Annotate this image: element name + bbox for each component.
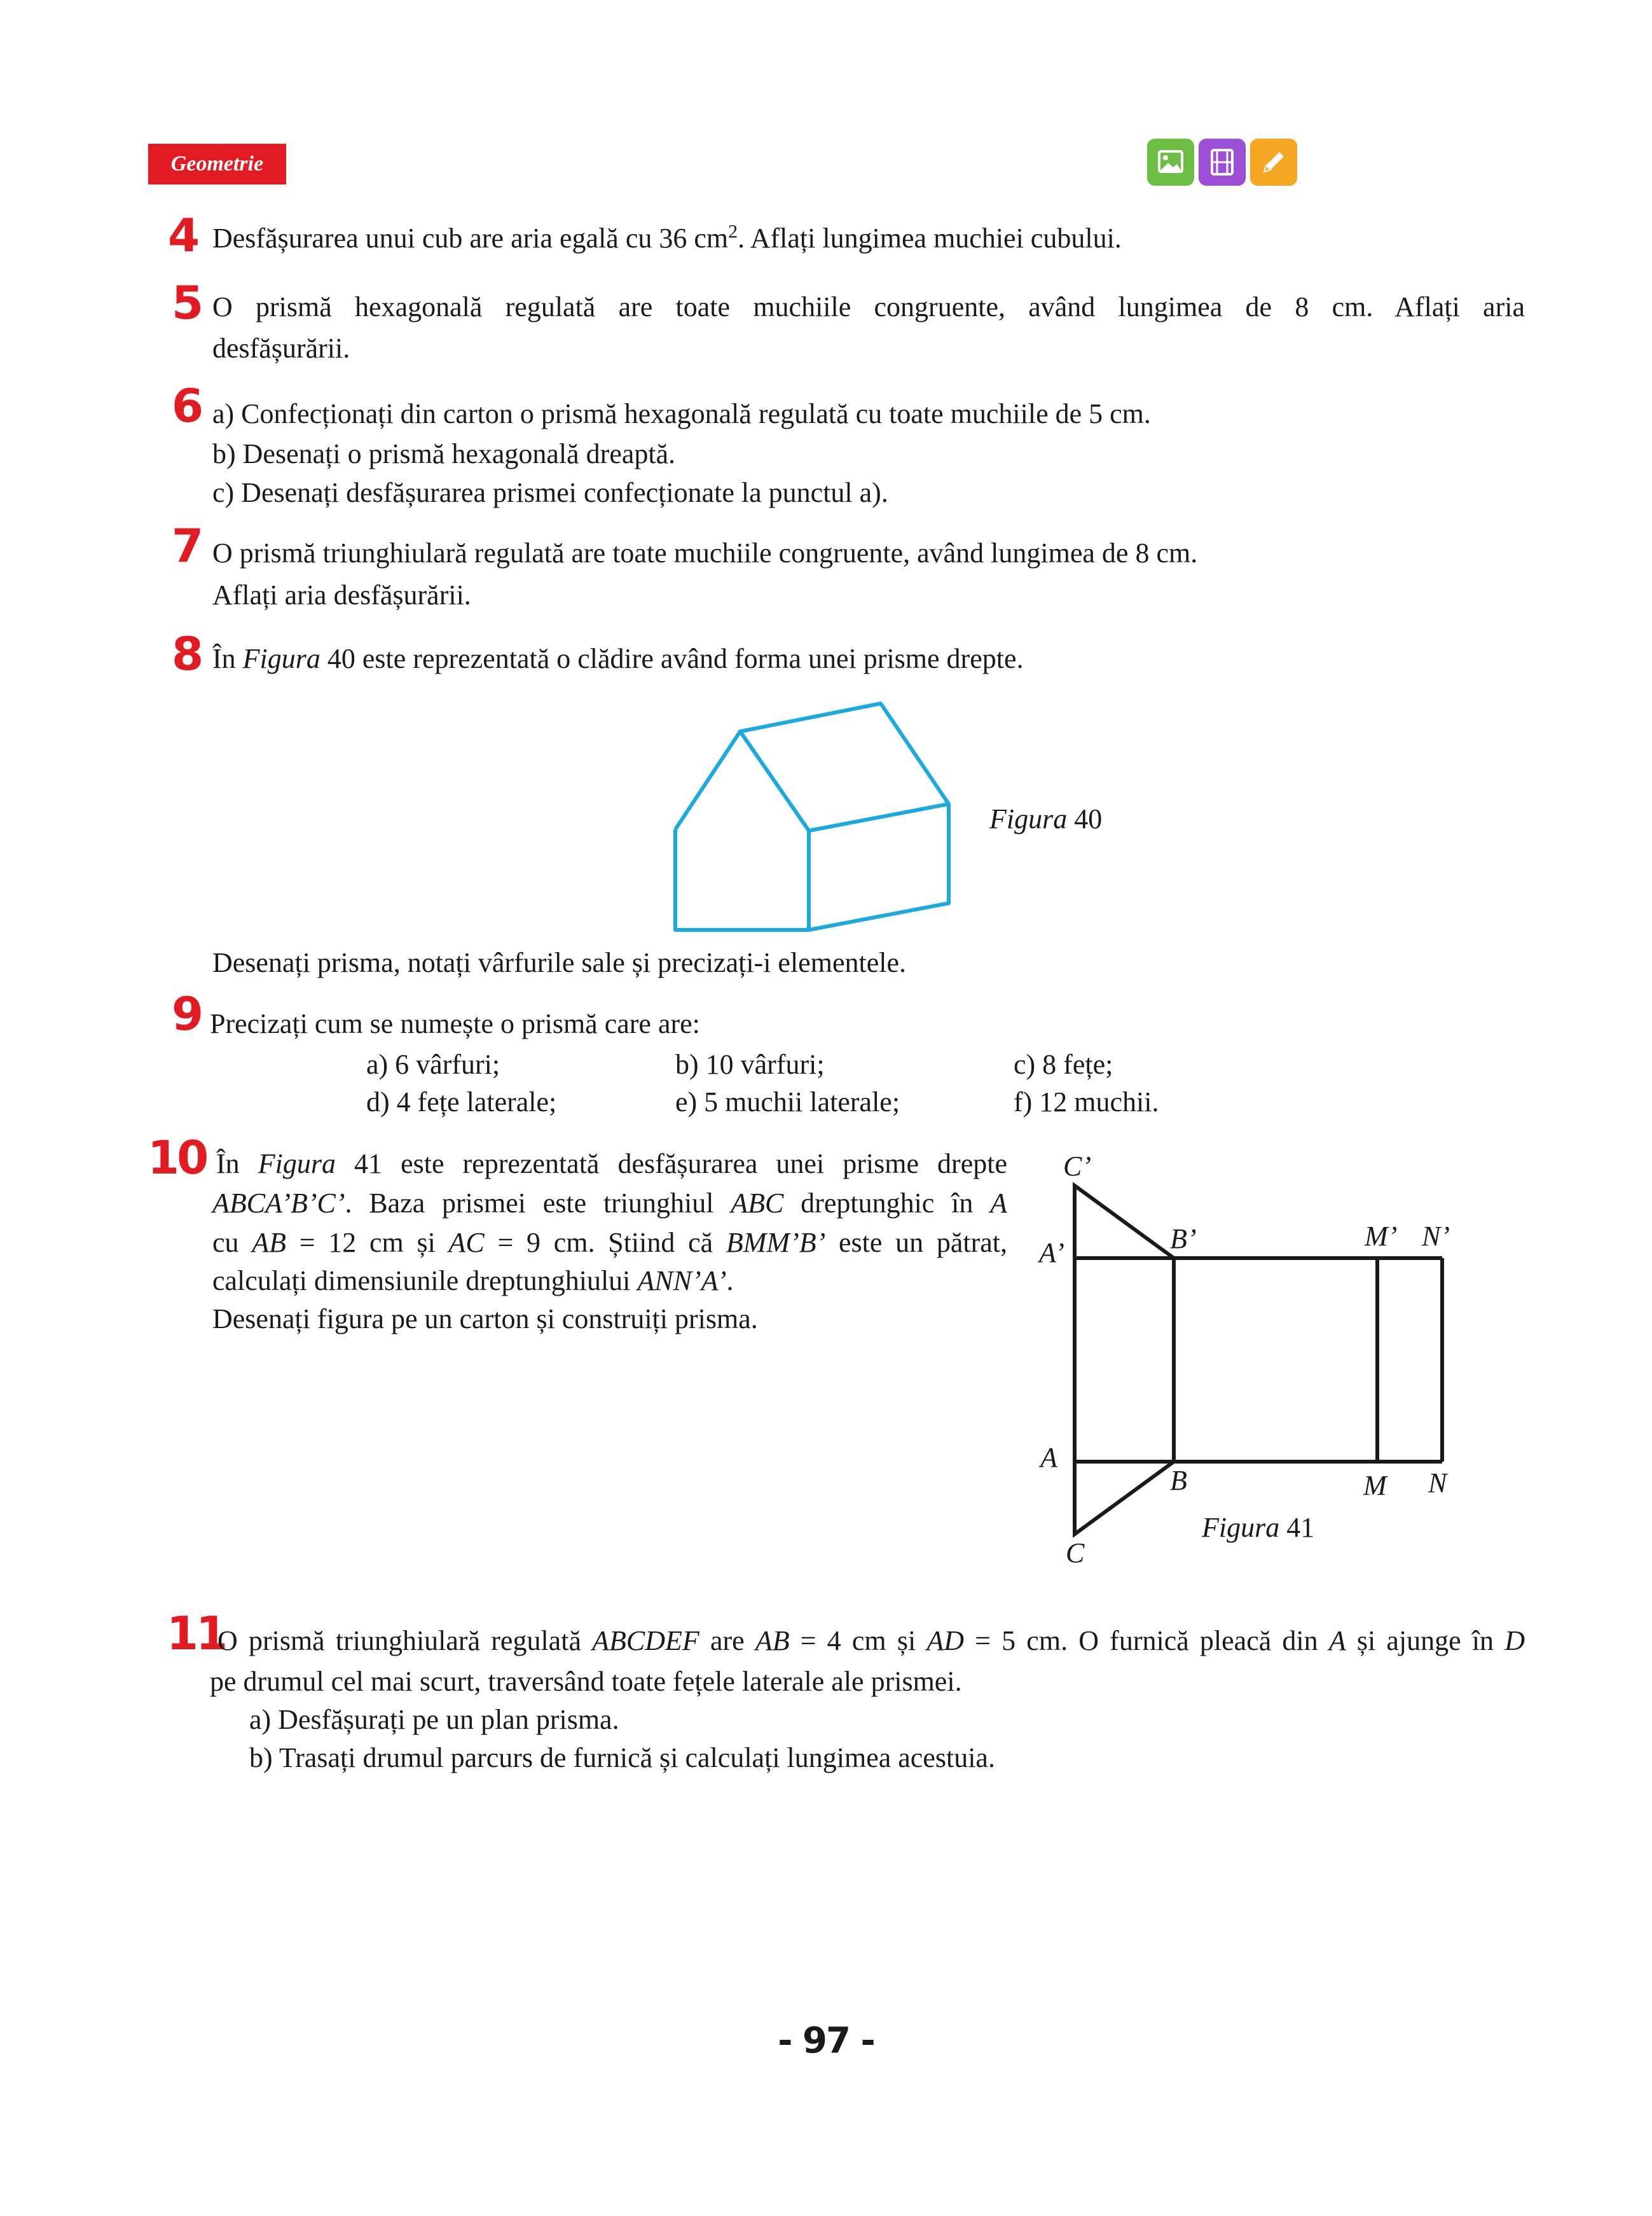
p10-l1-figure-word: Figura bbox=[258, 1148, 336, 1179]
p11-l1-b: are bbox=[699, 1625, 755, 1656]
p11-l1-d: și ajunge în bbox=[1346, 1625, 1505, 1656]
problem-8-text-a: În bbox=[212, 643, 243, 674]
problem-9-option-f: f) 12 muchii. bbox=[1014, 1086, 1159, 1118]
image-icon[interactable] bbox=[1147, 139, 1194, 186]
problem-5-line-1: O prismă hexagonală regulată are toate muchiile congruente, având lungimea de 8 cm. Aflați aria bbox=[212, 291, 1525, 322]
problem-10-line-1 bbox=[216, 1145, 1007, 1183]
label-m-prime: M’ bbox=[1365, 1221, 1398, 1252]
problem-10-line-5: Desenați figura pe un carton și construiți prisma. bbox=[212, 1303, 758, 1334]
problem-11-line-b: b) Trasați drumul parcurs de furnică și calculați lungimea acestuia. bbox=[249, 1742, 995, 1773]
p11-l1-c: . O furnică pleacă din bbox=[1061, 1625, 1329, 1656]
pencil-icon[interactable] bbox=[1250, 139, 1297, 186]
figure-41-caption bbox=[1202, 1509, 1314, 1547]
problem-5-line-2: desfășurării. bbox=[212, 333, 350, 364]
p10-l3-c: este un pătrat, bbox=[825, 1227, 1007, 1258]
p10-prism-name: ABCA’B’C’ bbox=[212, 1188, 345, 1219]
problem-8-number: 8 bbox=[172, 627, 202, 681]
film-icon-glyph bbox=[1199, 139, 1246, 186]
problem-7-line-2: Aflați aria desfășurării. bbox=[212, 579, 471, 611]
p10-rectangle-name: ANN’A’ bbox=[637, 1265, 727, 1296]
problem-9-option-a: a) 6 vârfuri; bbox=[366, 1049, 500, 1080]
problem-4-text-b: . Aflați lungimea muchiei cubului. bbox=[738, 223, 1122, 254]
p11-point-a: A bbox=[1328, 1625, 1346, 1656]
label-c-prime: C’ bbox=[1063, 1151, 1091, 1182]
p10-ac: AC bbox=[448, 1227, 485, 1258]
p11-ad: AD bbox=[926, 1625, 964, 1656]
problem-11-line-a: a) Desfășurați pe un plan prisma. bbox=[249, 1704, 619, 1735]
p10-l4-b: . bbox=[726, 1265, 734, 1296]
p10-square-name: BMM’B’ bbox=[726, 1227, 826, 1258]
p10-vertex-a: A bbox=[990, 1188, 1007, 1219]
figure-40-caption-number: 40 bbox=[1067, 803, 1103, 834]
label-n-prime: N’ bbox=[1422, 1221, 1450, 1252]
problem-4-unit: cm bbox=[694, 223, 729, 254]
p10-l2-b: dreptunghic în bbox=[783, 1188, 991, 1219]
problem-6-line-b: b) Desenați o prismă hexagonală dreaptă. bbox=[212, 438, 676, 469]
label-a-prime: A’ bbox=[1039, 1237, 1064, 1268]
problem-11-line-2: pe drumul cel mai scurt, traversând toate fețele laterale ale prismei. bbox=[210, 1666, 962, 1697]
problem-11-number: 11 bbox=[167, 1607, 226, 1660]
image-icon-glyph bbox=[1147, 139, 1194, 186]
p10-l4-a: calculați dimensiunile dreptunghiului bbox=[212, 1265, 638, 1296]
problem-7-number: 7 bbox=[172, 519, 202, 572]
p10-triangle-name: ABC bbox=[731, 1188, 784, 1219]
p11-si: și bbox=[886, 1625, 927, 1656]
pencil-icon-glyph bbox=[1250, 139, 1297, 186]
figure-40-caption-word: Figura bbox=[989, 803, 1068, 834]
label-m: M bbox=[1363, 1470, 1387, 1501]
p10-ac-value: = 9 cm bbox=[484, 1227, 588, 1258]
page-number: - 97 - bbox=[778, 2020, 874, 2061]
section-tag: Geometrie bbox=[148, 144, 286, 184]
problem-4-number: 4 bbox=[168, 209, 198, 262]
problem-9-number: 9 bbox=[172, 987, 202, 1041]
problem-9-intro: Precizați cum se numește o prismă care are: bbox=[210, 1008, 700, 1039]
film-icon[interactable] bbox=[1199, 139, 1246, 186]
p10-l1-a: În bbox=[216, 1148, 258, 1179]
p10-ab: AB bbox=[252, 1227, 287, 1258]
problem-11-line-1 bbox=[217, 1622, 1525, 1660]
problem-6-line-c: c) Desenați desfășurarea prismei confecționate la punctul a). bbox=[212, 477, 888, 508]
problem-7-line-1: O prismă triunghiulară regulată are toate muchiile congruente, având lungimea de 8 cm. bbox=[212, 537, 1198, 569]
problem-10-line-3 bbox=[212, 1224, 1007, 1262]
figure-40-caption bbox=[989, 800, 1102, 838]
problem-6-line-a: a) Confecționați din carton o prismă hexagonală regulată cu toate muchiile de 5 cm. bbox=[212, 398, 1151, 429]
problem-8-figure-word: Figura bbox=[242, 643, 320, 674]
figure-40-house bbox=[661, 693, 973, 948]
problem-5-number: 5 bbox=[172, 276, 202, 329]
problem-8-after: Desenați prisma, notați vârfurile sale și precizați-i elementele. bbox=[212, 947, 906, 978]
p11-ab-value: = 4 cm bbox=[789, 1625, 886, 1656]
p10-l1-b: 41 este reprezentată desfășurarea unei prisme drepte bbox=[335, 1148, 1007, 1179]
label-c: C bbox=[1066, 1537, 1085, 1569]
p10-si: și bbox=[403, 1227, 449, 1258]
label-b-prime: B’ bbox=[1170, 1223, 1197, 1254]
p11-prism-name: ABCDEF bbox=[592, 1625, 699, 1656]
problem-10-line-2 bbox=[212, 1184, 1007, 1222]
p11-ad-value: = 5 cm bbox=[964, 1625, 1061, 1656]
p10-l3-b: . Știind că bbox=[588, 1227, 726, 1258]
problem-10-number: 10 bbox=[148, 1131, 207, 1184]
problem-9-option-b: b) 10 vârfuri; bbox=[675, 1049, 825, 1080]
problem-4-text bbox=[212, 219, 1122, 258]
problem-6-number: 6 bbox=[172, 379, 202, 433]
problem-4-exponent: 2 bbox=[728, 221, 738, 242]
p10-l2-a: . Baza prismei este triunghiul bbox=[345, 1188, 731, 1219]
figure-41-caption-word: Figura bbox=[1202, 1512, 1280, 1543]
p10-ab-value: = 12 cm bbox=[286, 1227, 404, 1258]
problem-9-option-d: d) 4 fețe laterale; bbox=[366, 1086, 557, 1118]
problem-10-line-4 bbox=[212, 1262, 734, 1300]
label-b: B bbox=[1170, 1465, 1187, 1496]
figure-41-caption-number: 41 bbox=[1279, 1512, 1315, 1543]
p11-l1-a: O prismă triunghiulară regulată bbox=[217, 1625, 593, 1656]
problem-9-option-e: e) 5 muchii laterale; bbox=[675, 1086, 900, 1118]
problem-8-statement bbox=[212, 640, 1023, 678]
problem-4-text-a: Desfășurarea unui cub are aria egală cu 36 bbox=[212, 223, 687, 254]
p11-ab: AB bbox=[755, 1625, 790, 1656]
problem-9-option-c: c) 8 fețe; bbox=[1014, 1049, 1113, 1080]
label-n: N bbox=[1428, 1467, 1447, 1499]
problem-8-text-b: 40 este reprezentată o clădire având forma unei prisme drepte. bbox=[320, 643, 1024, 674]
label-a: A bbox=[1040, 1442, 1057, 1473]
p11-point-d: D bbox=[1504, 1625, 1525, 1656]
p10-l3-a: cu bbox=[212, 1227, 252, 1258]
